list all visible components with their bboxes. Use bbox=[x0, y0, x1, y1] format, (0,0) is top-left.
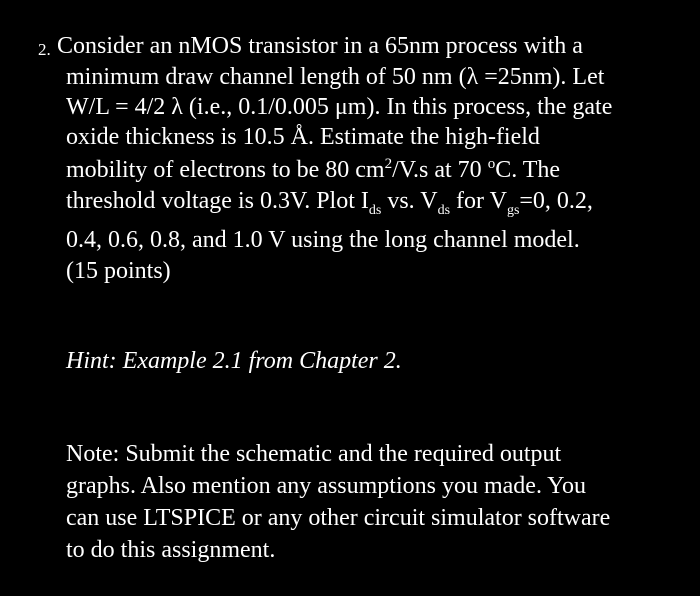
text: C. The bbox=[495, 157, 561, 183]
superscript: 2 bbox=[384, 156, 393, 172]
text: mobility of electrons to be 80 cm bbox=[66, 157, 385, 183]
degree-superscript: o bbox=[487, 156, 496, 172]
problem-line-6 bbox=[66, 186, 593, 216]
text: threshold voltage is 0.3V. Plot I bbox=[66, 188, 369, 214]
text: =0, 0.2, bbox=[519, 188, 593, 214]
hint-text: Hint: Example 2.1 from Chapter 2. bbox=[66, 348, 402, 374]
problem-line-3: W/L = 4/2 λ (i.e., 0.1/0.005 μm). In this process, the gate bbox=[66, 94, 613, 120]
subscript: ds bbox=[368, 203, 382, 218]
text: /V.s at 70 bbox=[392, 157, 488, 183]
subscript: gs bbox=[506, 203, 520, 218]
problem-line-7: 0.4, 0.6, 0.8, and 1.0 V using the long channel model. bbox=[66, 227, 580, 253]
note-line-3: can use LTSPICE or any other circuit simulator software bbox=[66, 505, 611, 531]
problem-line-8: (15 points) bbox=[66, 258, 171, 284]
problem-line-5 bbox=[66, 155, 560, 185]
text: for V bbox=[450, 188, 507, 214]
subscript: ds bbox=[437, 203, 451, 218]
problem-line-4: oxide thickness is 10.5 Å. Estimate the high-field bbox=[66, 124, 540, 150]
note-line-1: Note: Submit the schematic and the required output bbox=[66, 441, 562, 467]
problem-number: 2. bbox=[38, 40, 51, 59]
note-line-2: graphs. Also mention any assumptions you made. You bbox=[66, 473, 586, 499]
problem-line-1: Consider an nMOS transistor in a 65nm process with a bbox=[57, 33, 583, 59]
problem-line-2: minimum draw channel length of 50 nm (λ =25nm). Let bbox=[66, 64, 605, 90]
note-line-4: to do this assignment. bbox=[66, 537, 276, 563]
text: vs. V bbox=[381, 188, 438, 214]
